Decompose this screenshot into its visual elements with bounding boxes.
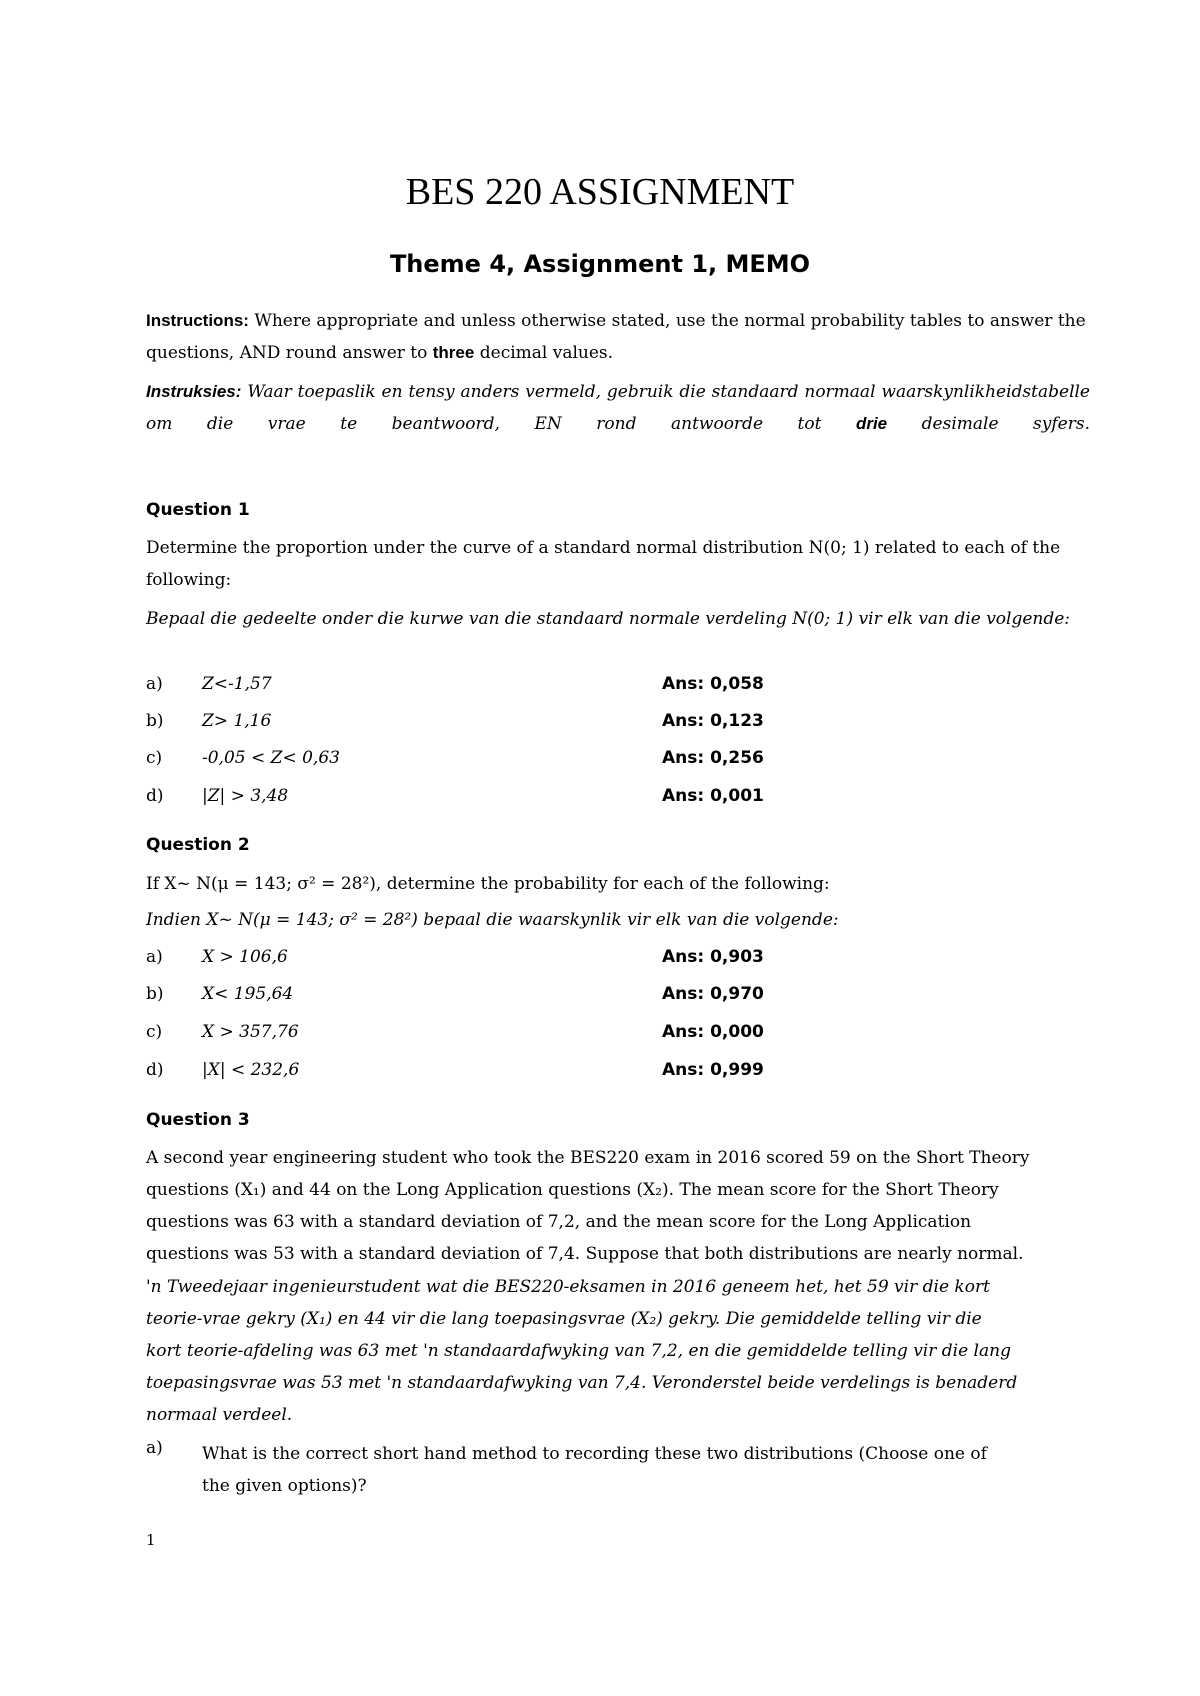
- q2-item-a: [146, 947, 1090, 979]
- q3-af-line: normaal verdeel.: [146, 1405, 293, 1425]
- q3-af-line: 'n Tweedejaar ingenieurstudent wat die BES220-eksamen in 2016 geneem het, het 59 vir die kort: [146, 1277, 990, 1297]
- instruksies-text-1: Waar toepaslik en tensy anders vermeld, gebruik die standaard normaal waarskynlikheidstabelle om die vrae te beantwoord, EN rond antwoorde tot: [146, 382, 1090, 434]
- q1-item-expression: Z> 1,16: [202, 711, 272, 731]
- page-subtitle: Theme 4, Assignment 1, MEMO: [389, 250, 811, 278]
- q2-item-expression: X > 106,6: [202, 947, 288, 967]
- q1-item-answer: Ans: 0,058: [662, 674, 764, 694]
- q1-item-expression: Z<-1,57: [202, 674, 272, 694]
- q2-item-answer: Ans: 0,000: [662, 1022, 764, 1042]
- q1-item-a: [146, 674, 1090, 706]
- q1-item-answer: Ans: 0,123: [662, 711, 764, 731]
- q1-item-b: [146, 711, 1090, 743]
- q3-subquestion-text: [202, 1438, 1090, 1502]
- q3-af-line: toepasingsvrae was 53 met 'n standaardafwyking van 7,4. Veronderstel beide verdelings is benaderd: [146, 1373, 1018, 1393]
- instructions-text-2: decimal values.: [474, 343, 614, 363]
- q1-item-d: [146, 786, 1090, 818]
- q3-en-line: A second year engineering student who took the BES220 exam in 2016 scored 59 on the Short Theory: [146, 1148, 1030, 1168]
- q3-en-line: questions was 63 with a standard deviation of 7,2, and the mean score for the Long Application: [146, 1212, 972, 1232]
- q3-subquestion-label: a): [146, 1438, 163, 1458]
- question-1-heading: Question 1: [146, 500, 250, 520]
- q1-item-answer: Ans: 0,256: [662, 748, 764, 768]
- q1-item-c: [146, 748, 1090, 780]
- q1-item-label: c): [146, 748, 163, 768]
- q3-subquestion-a: [146, 1438, 1090, 1508]
- q1-item-expression: -0,05 < Z< 0,63: [202, 748, 340, 768]
- q2-item-c: [146, 1022, 1090, 1054]
- q2-item-label: a): [146, 947, 163, 967]
- q3-subquestion-line: What is the correct short hand method to recording these two distributions (Choose one of: [202, 1444, 987, 1464]
- question-3-paragraph-en: [146, 1142, 1090, 1270]
- q2-item-expression: |X| < 232,6: [202, 1060, 300, 1080]
- q2-item-answer: Ans: 0,970: [662, 984, 764, 1004]
- instructions-emphasis: three: [432, 343, 475, 362]
- q3-subquestion-line: the given options)?: [202, 1476, 367, 1496]
- q2-item-label: d): [146, 1060, 164, 1080]
- instructions-text-1: Where appropriate and unless otherwise stated, use the normal probability tables to answer the questions, AND round answer to: [146, 311, 1086, 363]
- instructions-label: Instructions:: [146, 311, 249, 330]
- page-number: 1: [146, 1531, 156, 1549]
- q2-item-d: [146, 1060, 1090, 1092]
- question-3-heading: Question 3: [146, 1110, 250, 1130]
- question-1-prompt-en: Determine the proportion under the curve of a standard normal distribution N(0; 1) related to each of the following:: [146, 538, 1061, 590]
- q2-item-answer: Ans: 0,999: [662, 1060, 764, 1080]
- q2-item-expression: X > 357,76: [202, 1022, 299, 1042]
- question-2-prompt-en: If X~ N(μ = 143; σ² = 28²), determine the probability for each of the following:: [146, 874, 830, 894]
- q1-item-label: a): [146, 674, 163, 694]
- instruksies-emphasis: drie: [855, 414, 888, 433]
- question-2-heading: Question 2: [146, 835, 250, 855]
- question-3-paragraph-af: [146, 1271, 1090, 1431]
- q3-en-line: questions (X₁) and 44 on the Long Application questions (X₂). The mean score for the Short Theory: [146, 1180, 999, 1200]
- page-title: BES 220 ASSIGNMENT: [405, 171, 795, 213]
- instructions-af: [146, 376, 1090, 440]
- q3-en-line: questions was 53 with a standard deviation of 7,4. Suppose that both distributions are nearly normal.: [146, 1244, 1024, 1264]
- question-2-prompt-af: Indien X~ N(μ = 143; σ² = 28²) bepaal die waarskynlik vir elk van die volgende:: [146, 910, 839, 930]
- instruksies-text-2: desimale syfers.: [887, 414, 1090, 434]
- q1-item-label: b): [146, 711, 164, 731]
- q2-item-b: [146, 984, 1090, 1016]
- q2-item-label: c): [146, 1022, 163, 1042]
- q1-item-label: d): [146, 786, 164, 806]
- q2-item-label: b): [146, 984, 164, 1004]
- q3-af-line: kort teorie-afdeling was 63 met 'n standaardafwyking van 7,2, en die gemiddelde telling vir die lang: [146, 1341, 1011, 1361]
- q1-item-answer: Ans: 0,001: [662, 786, 764, 806]
- q1-item-expression: |Z| > 3,48: [202, 786, 289, 806]
- q3-af-line: teorie-vrae gekry (X₁) en 44 vir die lang toepasingsvrae (X₂) gekry. Die gemiddelde telling vir die: [146, 1309, 982, 1329]
- instruksies-label: Instruksies:: [146, 382, 242, 401]
- question-1-prompt-af: Bepaal die gedeelte onder die kurwe van die standaard normale verdeling N(0; 1) vir elk van die volgende:: [146, 609, 1071, 629]
- instructions-en: [146, 305, 1090, 369]
- q2-item-answer: Ans: 0,903: [662, 947, 764, 967]
- q2-item-expression: X< 195,64: [202, 984, 294, 1004]
